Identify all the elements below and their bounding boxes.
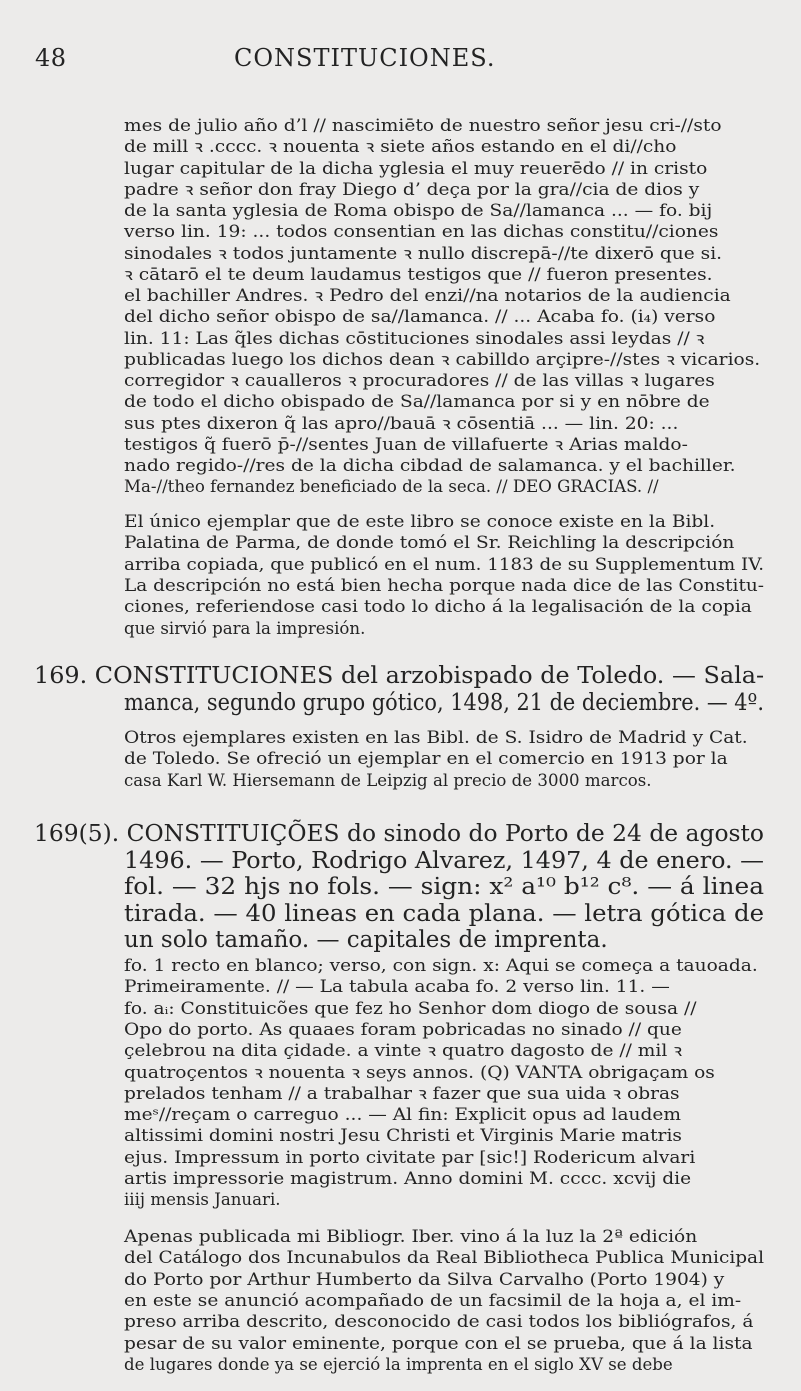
text-line: lin. 11: Las q̃les dichas cōstituciones sinodales assi leydas // ꝛ xyxy=(124,328,705,348)
text-line: artis impressorie magistrum. Anno domini M. cccc. xcvij die xyxy=(124,1169,692,1188)
text-line: 169(5). CONSTITUIÇÕES do sinodo do Porto de 24 de agosto xyxy=(34,821,764,847)
text-line: El único ejemplar que de este libro se conoce existe en la Bibl. xyxy=(124,512,716,531)
text-line: Palatina de Parma, de donde tomó el Sr. Reichling la descripción xyxy=(124,533,735,553)
text-line: La descripción no está bien hecha porque nada dice de las Constitu- xyxy=(124,575,764,595)
text-line: corregidor ꝛ caualleros ꝛ procuradores // de las villas ꝛ lugares xyxy=(124,371,715,390)
text-line: fol. — 32 hjs no fols. — sign: x² a¹⁰ b¹² c⁸. — á linea xyxy=(124,874,765,901)
page-number: 48 xyxy=(35,44,67,72)
text-line: verso lin. 19: ... todos consentian en las dichas constitu//ciones xyxy=(124,222,719,242)
text-line: casa Karl W. Hiersemann de Leipzig al precio de 3000 marcos. xyxy=(124,770,652,790)
text-line: tirada. — 40 lineas en cada plana. — letra gótica de xyxy=(124,900,765,927)
text-line: Apenas publicada mi Bibliogr. Iber. vino á la luz la 2ª edición xyxy=(124,1227,698,1246)
text-line: de Toledo. Se ofreció un ejemplar en el comercio en 1913 por la xyxy=(124,749,728,769)
text-line: el bachiller Andres. ꝛ Pedro del enzi//na notarios de la audiencia xyxy=(124,286,731,305)
text-line: preso arriba descrito, desconocido de casi todos los bibliógrafos, á xyxy=(124,1312,754,1332)
text-line: sinodales ꝛ todos juntamente ꝛ nullo discrepā-//te dixerō que si. xyxy=(124,243,723,263)
text-line: publicadas luego los dichos dean ꝛ cabilldo arçipre-//stes ꝛ vicarios. xyxy=(124,349,761,369)
text-line: un solo tamaño. — capitales de imprenta. xyxy=(124,927,608,954)
text-line: do Porto por Arthur Humberto da Silva Carvalho (Porto 1904) y xyxy=(124,1269,725,1289)
text-line: ciones, referiendose casi todo lo dicho á la legalisación de la copia xyxy=(124,597,752,617)
text-line: Primeiramente. // — La tabula acaba fo. 2 verso lin. 11. — xyxy=(124,977,670,997)
text-line: 169. CONSTITUCIONES del arzobispado de Toledo. — Sala- xyxy=(34,663,765,689)
text-line: ꝛ cātarō el te deum laudamus testigos que // fueron presentes. xyxy=(124,264,713,284)
text-line: prelados tenham // a trabalhar ꝛ fazer que sua uida ꝛ obras xyxy=(124,1083,680,1103)
text-line: de la santa yglesia de Roma obispo de Sa//lamanca ... — fo. bij xyxy=(124,201,713,220)
text-line: Opo do porto. As quaaes foram pobricadas no sinado // que xyxy=(124,1019,682,1039)
text-line: testigos q̃ fuerō p̄-//sentes Juan de villafuerte ꝛ Arias maldo- xyxy=(124,434,688,454)
text-line: arriba copiada, que publicó en el num. 1183 de su Supplementum IV. xyxy=(124,554,765,574)
text-line: altissimi domini nostri Jesu Christi et Virginis Marie matris xyxy=(124,1126,682,1146)
text-line: fo. 1 recto en blanco; verso, con sign. x: Aqui se começa a tauoada. xyxy=(124,956,758,975)
text-line: del dicho señor obispo de sa//lamanca. // ... Acaba fo. (i₄) verso xyxy=(124,307,716,327)
text-line: sus ptes dixeron q̃ las apro//bauā ꝛ cōsentiā ... — lin. 20: ... xyxy=(124,413,679,433)
text-line: padre ꝛ señor don fray Diego d’ deça por la gra//cia de dios y xyxy=(124,179,700,199)
running-title: CONSTITUCIONES. xyxy=(234,44,496,72)
text-line: manca, segundo grupo gótico, 1498, 21 de deciembre. — 4º. xyxy=(124,690,764,716)
text-line: Ma-//theo fernandez beneficiado de la seca. // DEO GRACIAS. // xyxy=(124,477,659,497)
text-line: de lugares donde ya se ejerció la imprenta en el siglo XV se debe xyxy=(124,1354,673,1374)
text-line: quatroçentos ꝛ nouenta ꝛ seys annos. (Q) VANTA obrigaçam os xyxy=(124,1062,715,1082)
text-line: en este se anunció acompañado de un facsimil de la hoja a, el im- xyxy=(124,1290,742,1310)
text-line: çelebrou na dita çidade. a vinte ꝛ quatro dagosto de // mil ꝛ xyxy=(124,1041,683,1061)
text-line: de mill ꝛ .cccc. ꝛ nouenta ꝛ siete años estando en el di//cho xyxy=(124,137,677,157)
text-line: pesar de su valor eminente, porque con el se prueba, que á la lista xyxy=(124,1333,753,1353)
text-line: nado regido-//res de la dicha cibdad de salamanca. y el bachiller. xyxy=(124,456,736,475)
text-line: fo. aᵢ: Constituicões que fez ho Senhor dom diogo de sousa // xyxy=(124,998,697,1018)
text-line: ejus. Impressum in porto civitate par [sic!] Rodericum alvari xyxy=(124,1147,696,1167)
text-line: 1496. — Porto, Rodrigo Alvarez, 1497, 4 de enero. — xyxy=(124,847,765,874)
text-line: meˢ//reçam o carreguo ... — Al fin: Explicit opus ad laudem xyxy=(124,1105,682,1125)
text-line: lugar capitular de la dicha yglesia el muy reuerēdo // in cristo xyxy=(124,158,708,178)
text-line: del Catálogo dos Incunabulos da Real Bibliotheca Publica Municipal xyxy=(124,1248,765,1268)
text-line: mes de julio año d’l // nascimiēto de nuestro señor jesu cri-//sto xyxy=(124,116,722,135)
text-line: que sirvió para la impresión. xyxy=(124,618,366,638)
text-line: iiij mensis Januari. xyxy=(124,1190,281,1210)
text-line: Otros ejemplares existen en las Bibl. de S. Isidro de Madrid y Cat. xyxy=(124,728,748,747)
text-line: de todo el dicho obispado de Sa//lamanca por si y en nōbre de xyxy=(124,392,710,412)
